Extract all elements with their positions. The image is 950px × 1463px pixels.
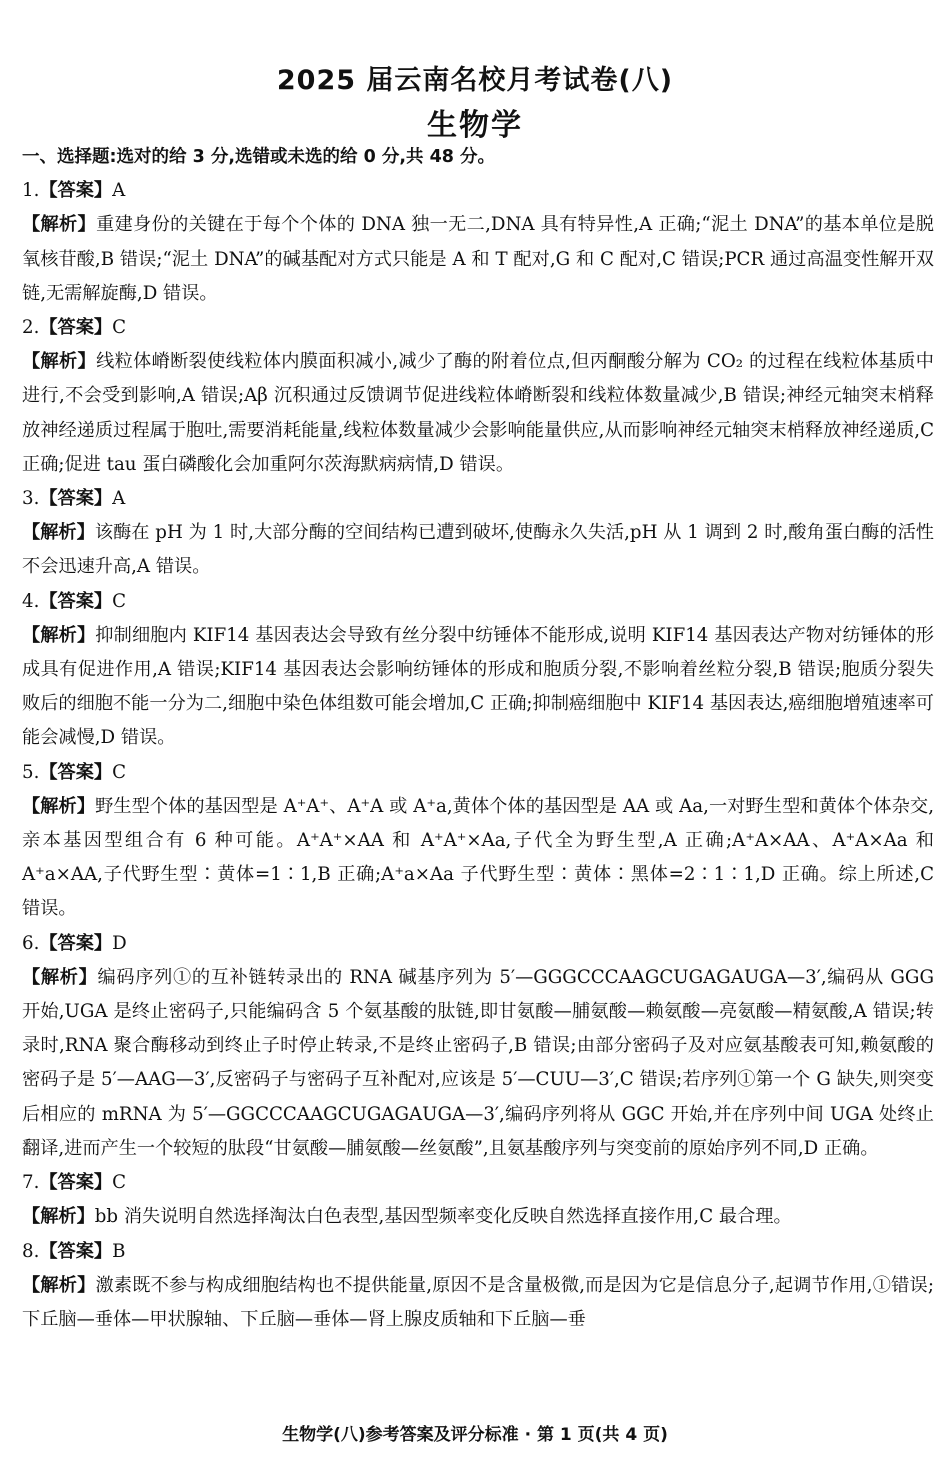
answer-value: A (112, 488, 126, 510)
answer-value: D (112, 932, 127, 954)
page-footer: 生物学(八)参考答案及评分标准 · 第 1 页(共 4 页) (282, 1425, 668, 1445)
answer-body (22, 140, 934, 1337)
analysis-tag: 【解析】 (22, 351, 97, 373)
analysis-text: 重建身份的关键在于每个个体的 DNA 独一无二,DNA 具有特异性,A 正确;“泥土 DNA”的基本单位是脱氧核苷酸,B 错误;“泥土 DNA”的碱基配对方式只能是 A 和 T 配对,G 和 C 配对,C 错误;PCR 通过高温变性解开双链,无需解旋酶,D 错误。 (22, 214, 934, 304)
answer-tag: 【答案】 (39, 590, 113, 612)
subject-title: 生物学 (427, 108, 523, 143)
question-number: 3. (22, 488, 40, 510)
answer-value: C (112, 1172, 127, 1194)
analysis-tag: 【解析】 (22, 966, 98, 988)
answer-tag: 【答案】 (39, 488, 113, 510)
answer-tag: 【答案】 (39, 317, 113, 339)
analysis-tag: 【解析】 (22, 624, 96, 646)
answer-tag: 【答案】 (39, 180, 113, 202)
answer-value: C (112, 590, 127, 612)
answer-tag: 【答案】 (39, 1240, 113, 1262)
analysis-text: 该酶在 pH 为 1 时,大部分酶的空间结构已遭到破坏,使酶永久失活,pH 从 1 调到 2 时,酸角蛋白酶的活性不会迅速升高,A 错误。 (22, 522, 934, 578)
analysis-tag: 【解析】 (22, 214, 97, 236)
question-number: 5. (22, 761, 40, 783)
answer-line (22, 927, 934, 961)
question-number: 6. (22, 932, 40, 954)
analysis-paragraph (22, 961, 934, 1166)
answer-tag: 【答案】 (39, 932, 113, 954)
analysis-text: 线粒体嵴断裂使线粒体内膜面积减小,减少了酶的附着位点,但丙酮酸分解为 CO₂ 的过程在线粒体基质中进行,不会受到影响,A 错误;Aβ 沉积通过反馈调节促进线粒体嵴断裂和线粒体数量减少,B 错误;神经元轴突末梢释放神经递质过程属于胞吐,需要消耗能量,线粒体数量减少会影响能量供应,从而影响神经元轴突末梢释放神经递质,C 正确;促进 tau 蛋白磷酸化会加重阿尔茨海默病病情,D 错误。 (22, 351, 934, 475)
analysis-text: bb 消失说明自然选择淘汰白色表型,基因型频率变化反映自然选择直接作用,C 最合理。 (94, 1206, 792, 1228)
answer-line (22, 482, 934, 516)
analysis-paragraph (22, 1269, 934, 1337)
section-heading: 一、选择题:选对的给 3 分,选错或未选的给 0 分,共 48 分。 (22, 147, 496, 167)
question-number: 7. (22, 1172, 40, 1194)
answer-line (22, 311, 934, 345)
analysis-tag: 【解析】 (22, 522, 95, 544)
analysis-paragraph (22, 208, 934, 311)
analysis-text: 抑制细胞内 KIF14 基因表达会导致有丝分裂中纺锤体不能形成,说明 KIF14 基因表达产物对纺锤体的形成具有促进作用,A 错误;KIF14 基因表达会影响纺锤体的形成和胞质分裂,不影响着丝粒分裂,B 错误;胞质分裂失败后的细胞不能一分为二,细胞中染色体组数可能会增加,C 正确;抑制癌细胞中 KIF14 基因表达,癌细胞增殖速率可能会减慢,D 错误。 (22, 624, 934, 749)
exam-title: 2025 届云南名校月考试卷(八) (276, 65, 674, 96)
analysis-tag: 【解析】 (22, 1274, 96, 1296)
analysis-paragraph (22, 790, 934, 927)
analysis-text: 激素既不参与构成细胞结构也不提供能量,原因不是含量极微,而是因为它是信息分子,起调节作用,①错误;下丘脑—垂体—甲状腺轴、下丘脑—垂体—肾上腺皮质轴和下丘脑—垂 (22, 1274, 934, 1330)
answer-value: C (112, 317, 127, 339)
answer-value: B (112, 1240, 126, 1262)
answer-line (22, 585, 934, 619)
question-list (22, 174, 934, 1337)
answer-value: C (112, 761, 127, 783)
analysis-tag: 【解析】 (22, 795, 96, 817)
question-number: 1. (22, 180, 40, 202)
analysis-paragraph (22, 345, 934, 482)
question-number: 4. (22, 590, 40, 612)
analysis-text: 野生型个体的基因型是 A⁺A⁺、A⁺A 或 A⁺a,黄体个体的基因型是 AA 或 Aa,一对野生型和黄体个体杂交,亲本基因型组合有 6 种可能。A⁺A⁺×AA 和 A⁺A⁺×Aa,子代全为野生型,A 正确;A⁺A×AA、A⁺A×Aa 和 A⁺a×AA,子代野生型∶黄体=1∶1,B 正确;A⁺a×Aa 子代野生型∶黄体∶黑体=2∶1∶1,D 正确。综上所述,C 错误。 (22, 795, 934, 920)
question-number: 8. (22, 1240, 40, 1262)
answer-line (22, 174, 934, 208)
analysis-text: 编码序列①的互补链转录出的 RNA 碱基序列为 5′—GGGCCCAAGCUGAGAUGA—3′,编码从 GGG 开始,UGA 是终止密码子,只能编码含 5 个氨基酸的肽链,即甘氨酸—脯氨酸—赖氨酸—亮氨酸—精氨酸,A 错误;转录时,RNA 聚合酶移动到终止子时停止转录,不是终止密码子,B 错误;由部分密码子及对应氨基酸表可知,赖氨酸的密码子是 5′—AAG—3′,反密码子与密码子互补配对,应该是 5′—CUU—3′,C 错误;若序列①第一个 G 缺失,则突变后相应的 mRNA 为 5′—GGCCCAAGCUGAGAUGA—3′,编码序列将从 GGC 开始,并在序列中间 UGA 处终止翻译,进而产生一个较短的肽段“甘氨酸—脯氨酸—丝氨酸”,且氨基酸序列与突变前的原始序列不同,D 正确。 (22, 966, 934, 1159)
answer-line (22, 1166, 934, 1200)
answer-line (22, 756, 934, 790)
answer-tag: 【答案】 (39, 761, 113, 783)
question-number: 2. (22, 317, 40, 339)
analysis-paragraph (22, 516, 934, 584)
answer-line (22, 1235, 934, 1269)
analysis-paragraph (22, 1200, 934, 1234)
analysis-paragraph (22, 619, 934, 756)
answer-value: A (112, 180, 126, 202)
answer-tag: 【答案】 (39, 1172, 113, 1194)
analysis-tag: 【解析】 (22, 1206, 95, 1228)
